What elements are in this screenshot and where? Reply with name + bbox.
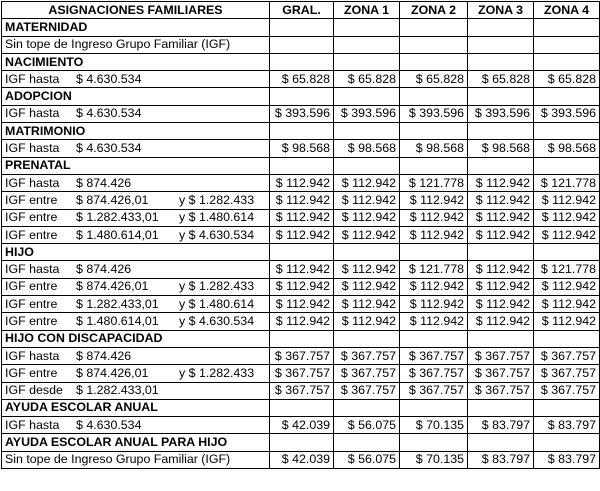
income-range (5, 176, 266, 191)
empty-cell (334, 36, 400, 53)
amount-cell: $ 367.757 (534, 365, 600, 382)
table-row (2, 192, 600, 209)
table-row (2, 209, 600, 226)
family-allowances-table (1, 1, 600, 469)
table-row (2, 451, 600, 468)
header-zone-2: ZONA 2 (400, 2, 468, 19)
income-range-cell (2, 192, 270, 209)
amount-cell: $ 393.596 (534, 105, 600, 122)
section-title: PRENATAL (2, 157, 270, 174)
section-title: HIJO (2, 244, 270, 261)
amount-cell: $ 393.596 (270, 105, 334, 122)
amount-cell: $ 367.757 (334, 365, 400, 382)
section-row (2, 399, 600, 416)
amount-cell: $ 367.757 (270, 365, 334, 382)
range-to: y $ 1.282.433 (179, 192, 255, 207)
table-row (2, 365, 600, 382)
empty-cell (468, 88, 534, 105)
section-title: ADOPCION (2, 88, 270, 105)
empty-cell (334, 330, 400, 347)
range-from: $ 1.282.433,01 (76, 383, 159, 398)
income-range-cell (2, 71, 270, 88)
table-row (2, 71, 600, 88)
section-row (2, 434, 600, 451)
empty-cell (270, 399, 334, 416)
empty-cell (534, 19, 600, 36)
table-body (2, 19, 600, 469)
empty-cell (334, 434, 400, 451)
table-row (2, 261, 600, 278)
income-range (5, 193, 266, 208)
empty-cell (334, 123, 400, 140)
amount-cell: $ 393.596 (400, 105, 468, 122)
allowances-table-container (1, 1, 600, 469)
amount-cell: $ 112.942 (468, 226, 534, 243)
empty-cell (400, 19, 468, 36)
income-range (5, 72, 266, 87)
range-from: $ 874.426 (76, 262, 132, 277)
amount-cell: $ 112.942 (270, 174, 334, 191)
income-range (5, 262, 266, 277)
header-title: ASIGNACIONES FAMILIARES (2, 2, 270, 19)
amount-cell: $ 112.942 (534, 313, 600, 330)
income-range-cell (2, 347, 270, 364)
empty-cell (270, 88, 334, 105)
empty-cell (468, 19, 534, 36)
amount-cell: $ 70.135 (400, 451, 468, 468)
header-zone-1: ZONA 1 (334, 2, 400, 19)
income-range-cell (2, 382, 270, 399)
amount-cell: $ 112.942 (534, 226, 600, 243)
empty-cell (400, 244, 468, 261)
empty-cell (270, 434, 334, 451)
empty-cell (270, 36, 334, 53)
amount-cell: $ 98.568 (400, 140, 468, 157)
empty-cell (534, 244, 600, 261)
table-row (2, 296, 600, 313)
amount-cell: $ 121.778 (400, 261, 468, 278)
amount-cell: $ 367.757 (534, 382, 600, 399)
empty-cell (468, 157, 534, 174)
empty-cell (270, 157, 334, 174)
empty-cell (270, 123, 334, 140)
income-range (5, 141, 266, 156)
amount-cell: $ 112.942 (534, 192, 600, 209)
empty-cell (534, 123, 600, 140)
range-from: $ 1.480.614,01 (76, 227, 159, 242)
amount-cell: $ 112.942 (468, 313, 534, 330)
range-kind: IGF hasta (5, 106, 60, 121)
range-from: $ 874.426,01 (76, 192, 149, 207)
range-kind: IGF entre (5, 365, 58, 380)
empty-cell (468, 244, 534, 261)
amount-cell: $ 112.942 (270, 226, 334, 243)
range-kind: Sin tope de Ingreso Grupo Familiar (IGF) (5, 452, 231, 467)
income-range-cell (2, 296, 270, 313)
note-text: Sin tope de Ingreso Grupo Familiar (IGF) (2, 36, 270, 53)
range-from: $ 4.630.534 (76, 71, 142, 86)
amount-cell: $ 112.942 (334, 174, 400, 191)
amount-cell: $ 98.568 (334, 140, 400, 157)
amount-cell: $ 112.942 (400, 226, 468, 243)
table-row (2, 382, 600, 399)
header-zone-4: ZONA 4 (534, 2, 600, 19)
amount-cell: $ 70.135 (400, 417, 468, 434)
section-title: AYUDA ESCOLAR ANUAL PARA HIJO (2, 434, 270, 451)
income-range (5, 383, 266, 398)
range-from: $ 874.426,01 (76, 279, 149, 294)
amount-cell: $ 121.778 (534, 261, 600, 278)
empty-cell (400, 88, 468, 105)
range-from: $ 1.480.614,01 (76, 313, 159, 328)
section-title: MATRIMONIO (2, 123, 270, 140)
table-row (2, 105, 600, 122)
amount-cell: $ 367.757 (468, 382, 534, 399)
amount-cell: $ 112.942 (270, 296, 334, 313)
amount-cell: $ 83.797 (534, 417, 600, 434)
amount-cell: $ 367.757 (400, 347, 468, 364)
range-kind: IGF entre (5, 210, 58, 225)
amount-cell: $ 367.757 (468, 365, 534, 382)
income-range (5, 106, 266, 121)
range-from: $ 874.426 (76, 348, 132, 363)
income-range-cell (2, 451, 270, 468)
income-range-cell (2, 226, 270, 243)
table-row (2, 417, 600, 434)
income-range-cell (2, 140, 270, 157)
empty-cell (534, 330, 600, 347)
range-kind: IGF hasta (5, 417, 60, 432)
empty-cell (534, 157, 600, 174)
table-row (2, 313, 600, 330)
section-row (2, 244, 600, 261)
amount-cell: $ 112.942 (468, 261, 534, 278)
amount-cell: $ 112.942 (400, 313, 468, 330)
section-row (2, 53, 600, 70)
amount-cell: $ 112.942 (400, 192, 468, 209)
income-range (5, 418, 266, 433)
range-kind: IGF hasta (5, 348, 60, 363)
income-range (5, 279, 266, 294)
income-range-cell (2, 417, 270, 434)
range-to: y $ 1.480.614 (179, 210, 255, 225)
income-range (5, 349, 266, 364)
empty-cell (400, 53, 468, 70)
income-range-cell (2, 313, 270, 330)
range-from: $ 4.630.534 (76, 141, 142, 156)
empty-cell (534, 88, 600, 105)
section-title: AYUDA ESCOLAR ANUAL (2, 399, 270, 416)
empty-cell (468, 53, 534, 70)
range-from: $ 4.630.534 (76, 106, 142, 121)
range-kind: IGF hasta (5, 71, 60, 86)
range-from: $ 1.282.433,01 (76, 296, 159, 311)
amount-cell: $ 112.942 (400, 278, 468, 295)
amount-cell: $ 56.075 (334, 451, 400, 468)
section-title: HIJO CON DISCAPACIDAD (2, 330, 270, 347)
empty-cell (334, 157, 400, 174)
income-range (5, 210, 266, 225)
amount-cell: $ 98.568 (270, 140, 334, 157)
amount-cell: $ 367.757 (270, 382, 334, 399)
amount-cell: $ 98.568 (534, 140, 600, 157)
section-row (2, 157, 600, 174)
amount-cell: $ 56.075 (334, 417, 400, 434)
empty-cell (270, 244, 334, 261)
income-range (5, 228, 266, 243)
amount-cell: $ 112.942 (468, 192, 534, 209)
amount-cell: $ 65.828 (534, 71, 600, 88)
amount-cell: $ 112.942 (534, 209, 600, 226)
income-range-cell (2, 209, 270, 226)
empty-cell (468, 330, 534, 347)
range-kind: IGF entre (5, 227, 58, 242)
range-kind: IGF entre (5, 279, 58, 294)
table-row (2, 174, 600, 191)
amount-cell: $ 112.942 (334, 278, 400, 295)
empty-cell (468, 123, 534, 140)
range-kind: IGF hasta (5, 141, 60, 156)
section-row (2, 88, 600, 105)
range-to: y $ 4.630.534 (179, 313, 255, 328)
income-range-cell (2, 278, 270, 295)
note-row (2, 36, 600, 53)
amount-cell: $ 65.828 (468, 71, 534, 88)
empty-cell (400, 123, 468, 140)
table-row (2, 347, 600, 364)
empty-cell (534, 399, 600, 416)
amount-cell: $ 121.778 (534, 174, 600, 191)
range-from: $ 874.426 (76, 175, 132, 190)
income-range (5, 366, 266, 381)
income-range-cell (2, 261, 270, 278)
amount-cell: $ 65.828 (270, 71, 334, 88)
income-range (5, 314, 266, 329)
table-row (2, 226, 600, 243)
empty-cell (534, 434, 600, 451)
amount-cell: $ 393.596 (334, 105, 400, 122)
amount-cell: $ 112.942 (468, 209, 534, 226)
range-from: $ 1.282.433,01 (76, 210, 159, 225)
amount-cell: $ 367.757 (534, 347, 600, 364)
amount-cell: $ 42.039 (270, 417, 334, 434)
amount-cell: $ 112.942 (270, 278, 334, 295)
section-row (2, 123, 600, 140)
income-range-cell (2, 174, 270, 191)
amount-cell: $ 112.942 (334, 209, 400, 226)
empty-cell (334, 19, 400, 36)
amount-cell: $ 112.942 (270, 261, 334, 278)
amount-cell: $ 121.778 (400, 174, 468, 191)
amount-cell: $ 112.942 (534, 296, 600, 313)
income-range-cell (2, 365, 270, 382)
empty-cell (468, 36, 534, 53)
amount-cell: $ 83.797 (468, 451, 534, 468)
empty-cell (400, 399, 468, 416)
amount-cell: $ 112.942 (468, 174, 534, 191)
amount-cell: $ 65.828 (400, 71, 468, 88)
amount-cell: $ 98.568 (468, 140, 534, 157)
amount-cell: $ 367.757 (468, 347, 534, 364)
section-row (2, 19, 600, 36)
amount-cell: $ 112.942 (334, 296, 400, 313)
empty-cell (534, 36, 600, 53)
empty-cell (400, 157, 468, 174)
amount-cell: $ 83.797 (534, 451, 600, 468)
empty-cell (334, 88, 400, 105)
empty-cell (534, 53, 600, 70)
empty-cell (334, 399, 400, 416)
range-kind: IGF entre (5, 192, 58, 207)
amount-cell: $ 112.942 (334, 313, 400, 330)
amount-cell: $ 367.757 (334, 347, 400, 364)
empty-cell (270, 53, 334, 70)
range-kind: IGF hasta (5, 262, 60, 277)
section-title: NACIMIENTO (2, 53, 270, 70)
range-kind: IGF hasta (5, 175, 60, 190)
amount-cell: $ 367.757 (400, 382, 468, 399)
table-row (2, 278, 600, 295)
header-zone-3: ZONA 3 (468, 2, 534, 19)
amount-cell: $ 112.942 (400, 209, 468, 226)
amount-cell: $ 367.757 (334, 382, 400, 399)
amount-cell: $ 42.039 (270, 451, 334, 468)
range-from: $ 874.426,01 (76, 365, 149, 380)
table-row (2, 140, 600, 157)
amount-cell: $ 112.942 (468, 278, 534, 295)
header-row (2, 2, 600, 19)
section-row (2, 330, 600, 347)
header-zone-gral: GRAL. (270, 2, 334, 19)
amount-cell: $ 112.942 (534, 278, 600, 295)
empty-cell (400, 330, 468, 347)
amount-cell: $ 83.797 (468, 417, 534, 434)
amount-cell: $ 112.942 (270, 313, 334, 330)
range-to: y $ 4.630.534 (179, 227, 255, 242)
section-title: MATERNIDAD (2, 19, 270, 36)
amount-cell: $ 112.942 (334, 226, 400, 243)
income-range (5, 452, 266, 467)
empty-cell (400, 36, 468, 53)
income-range (5, 297, 266, 312)
range-from: $ 4.630.534 (76, 417, 142, 432)
range-to: y $ 1.480.614 (179, 296, 255, 311)
amount-cell: $ 112.942 (334, 192, 400, 209)
amount-cell: $ 367.757 (270, 347, 334, 364)
amount-cell: $ 112.942 (334, 261, 400, 278)
empty-cell (468, 434, 534, 451)
empty-cell (334, 244, 400, 261)
range-kind: IGF entre (5, 296, 58, 311)
empty-cell (400, 434, 468, 451)
empty-cell (468, 399, 534, 416)
income-range-cell (2, 105, 270, 122)
amount-cell: $ 367.757 (400, 365, 468, 382)
amount-cell: $ 112.942 (400, 296, 468, 313)
range-kind: IGF desde (5, 383, 63, 398)
amount-cell: $ 393.596 (468, 105, 534, 122)
empty-cell (270, 19, 334, 36)
empty-cell (270, 330, 334, 347)
amount-cell: $ 112.942 (270, 192, 334, 209)
amount-cell: $ 65.828 (334, 71, 400, 88)
amount-cell: $ 112.942 (270, 209, 334, 226)
range-to: y $ 1.282.433 (179, 365, 255, 380)
empty-cell (334, 53, 400, 70)
range-kind: IGF entre (5, 313, 58, 328)
range-to: y $ 1.282.433 (179, 279, 255, 294)
amount-cell: $ 112.942 (468, 296, 534, 313)
